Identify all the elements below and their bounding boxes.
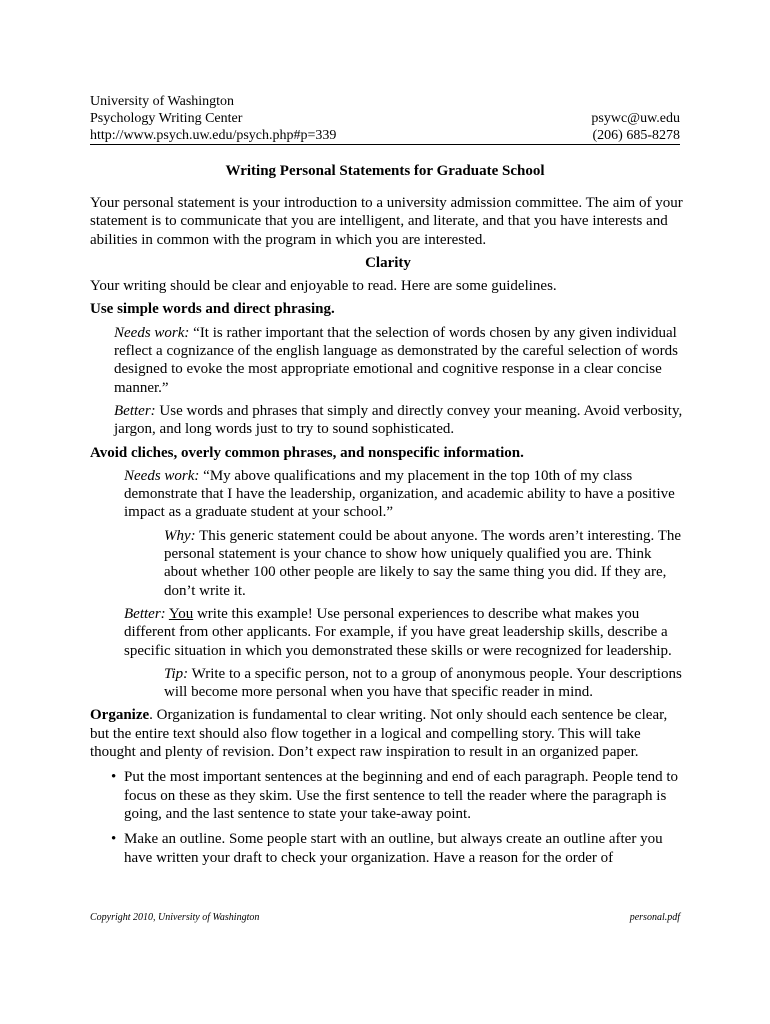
organize-text: . Organization is fundamental to clear writing. Not only should each sentence be clear, but the entire text should also flow together in a logical and compelling story. This will take thought and plenty of revision. Don’t expect raw inspiration to result in an organized paper. (90, 707, 668, 761)
needs-work-label: Needs work: (124, 467, 200, 484)
better-label: Better: (124, 605, 166, 622)
list-item (90, 768, 686, 823)
footer-copyright: Copyright 2010, University of Washington (90, 912, 260, 923)
university-name: University of Washington (90, 94, 235, 109)
cliches-heading: Avoid cliches, overly common phrases, and nonspecific information. (90, 444, 524, 461)
why-label: Why: (164, 527, 196, 544)
header-phone: (206) 685-8278 (592, 128, 680, 143)
tip-label: Tip: (164, 665, 189, 682)
organize-label: Organize (90, 707, 150, 724)
better-text: Use words and phrases that simply and directly convey your meaning. Avoid verbosity, jargon, and long words just to try to sound sophisticated. (114, 402, 683, 438)
simple-words-heading: Use simple words and direct phrasing. (90, 301, 335, 318)
better-you: You (168, 605, 194, 622)
bullet-icon: • (111, 769, 117, 786)
list-item (90, 830, 686, 867)
needs-work-text: “My above qualifications and my placement in the top 10th of my class demonstrate that I have the leadership, organization, and academic ability to have a positive impact as a graduate student at your school.” (124, 467, 675, 521)
simple-words-needs-work (90, 324, 686, 397)
cliches-better (90, 605, 686, 660)
bullet-text: Put the most important sentences at the beginning and end of each paragraph. People tend to focus on these as they skim. Use the first sentence to tell the reader where the paragraph is going, and the last sentence to state your take-away point. (124, 769, 679, 822)
header-email: psywc@uw.edu (591, 111, 680, 126)
footer-filename: personal.pdf (629, 912, 680, 923)
header-url: http://www.psych.uw.edu/psych.php#p=339 (90, 128, 337, 143)
intro-paragraph: Your personal statement is your introduction to a university admission committee. The aim of your statement is to communicate that you are intelligent, and literate, and that you have interests and abilities in common with the program in which you are interested. (90, 195, 683, 248)
cliches-needs-work (90, 467, 686, 522)
header-divider (90, 144, 680, 145)
organize-paragraph (90, 706, 686, 761)
simple-words-better (90, 402, 686, 439)
document-title: Writing Personal Statements for Graduate School (225, 163, 545, 179)
cliches-tip (90, 665, 686, 702)
center-name: Psychology Writing Center (90, 111, 243, 126)
bullet-icon: • (111, 831, 117, 848)
cliches-why (90, 527, 686, 600)
why-text: This generic statement could be about anyone. The words aren’t interesting. The personal statement is your chance to show how uniquely qualified you are. Think about whether 100 other people are likely to say the same thing you did. If they are, don’t write it. (164, 527, 682, 599)
needs-work-text: “It is rather important that the selection of words chosen by any given individual reflect a cognizance of the english language as demonstrated by the careful selection of words designed to evoke the most appropriate emotional and cognitive response in a clear concise manner.” (114, 324, 678, 396)
needs-work-label: Needs work: (114, 324, 190, 341)
document-body (90, 194, 686, 867)
clarity-paragraph: Your writing should be clear and enjoyable to read. Here are some guidelines. (90, 278, 557, 295)
header-left (90, 93, 336, 144)
header-right (591, 110, 680, 144)
better-label: Better: (114, 402, 156, 419)
bullet-text: Make an outline. Some people start with an outline, but always create an outline after you have written your draft to check your organization. Have a reason for the order of (124, 831, 663, 866)
clarity-heading: Clarity (365, 254, 411, 271)
better-text: write this example! Use personal experiences to describe what makes you different from other applicants. For example, if you have great leadership skills, describe a specific situation in which you demonstrated these skills or were recognized for leadership. (124, 605, 672, 659)
tip-text: Write to a specific person, not to a group of anonymous people. Your descriptions will become more personal when you have that specific reader in mind. (164, 665, 682, 701)
